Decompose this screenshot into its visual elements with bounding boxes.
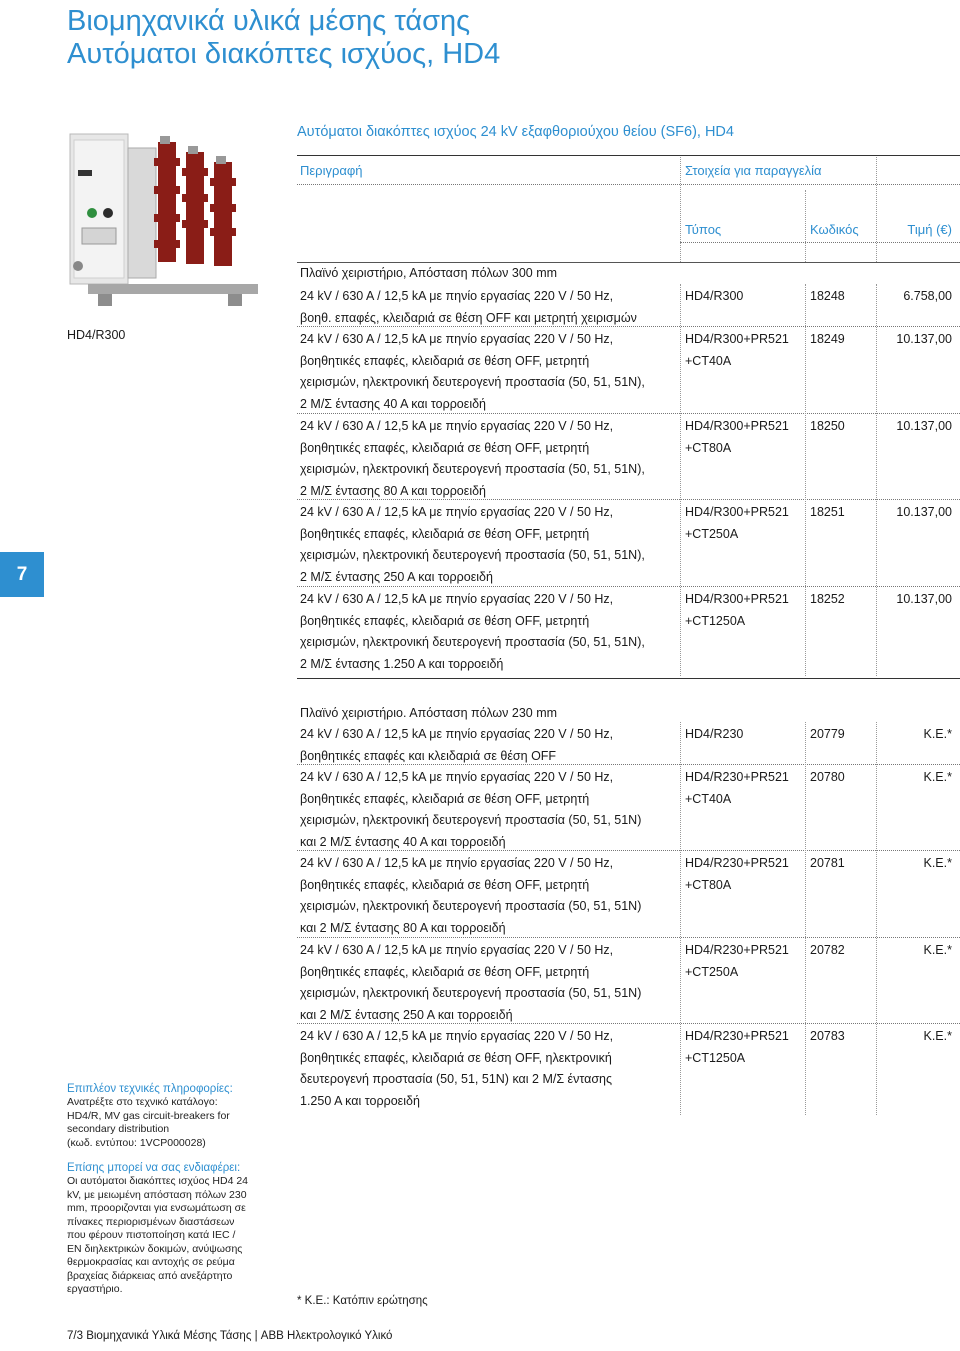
row-description (300, 329, 680, 415)
description-line: και 2 Μ/Σ έντασης 80 Α και τορροειδή (300, 920, 506, 935)
section-heading: Αυτόματοι διακόπτες ισχύος 24 kV εξαφθοριούχου θείου (SF6), HD4 (297, 124, 734, 140)
description-line: 2 Μ/Σ έντασης 1.250 Α και τορροειδή (300, 656, 504, 671)
row-description (300, 724, 680, 767)
row-description (300, 1026, 680, 1112)
description-line: 24 kV / 630 A / 12,5 kA με πηνίο εργασίας 220 V / 50 Hz, (300, 419, 614, 433)
page-number: 7/3 (67, 1330, 83, 1342)
row-price: Κ.Ε.* (923, 770, 952, 784)
description-line: βοηθητικές επαφές, κλειδαριά σε θέση OFF, μετρητή (300, 877, 590, 892)
product-label: HD4/R300 (67, 328, 126, 342)
col-divider (805, 284, 806, 676)
row-description (300, 286, 680, 329)
description-line: βοηθητικές επαφές και κλειδαριά σε θέση OFF (300, 748, 557, 763)
sidebar-line: EN διηλεκτρικών δοκιμών, ανύψωσης (67, 1242, 243, 1255)
row-code: 20781 (810, 856, 845, 870)
description-line: βοηθητικές επαφές, κλειδαριά σε θέση OFF, μετρητή (300, 526, 590, 541)
type-line: HD4/R230+PR521 (685, 1029, 789, 1043)
sidebar-line: Οι αυτόματοι διακόπτες ισχύος HD4 24 (67, 1175, 249, 1187)
description-line: 2 Μ/Σ έντασης 40 Α και τορροειδή (300, 396, 487, 411)
circuit-breaker-image (68, 128, 280, 308)
row-price: Κ.Ε.* (923, 943, 952, 957)
row-description (300, 502, 680, 588)
more-info-box (67, 1082, 282, 1150)
sidebar-line: kV, με μειωμένη απόσταση πόλων 230 (67, 1188, 247, 1201)
description-line: 24 kV / 630 A / 12,5 kA με πηνίο εργασίας 220 V / 50 Hz, (300, 592, 614, 606)
row-price: 10.137,00 (896, 592, 952, 606)
row-description (300, 589, 680, 675)
row-type (685, 724, 743, 746)
row-type (685, 589, 789, 632)
description-line: βοηθητικές επαφές, κλειδαριά σε θέση OFF, ηλεκτρονική (300, 1050, 612, 1065)
type-line: +CT250A (685, 526, 739, 541)
row-code: 20782 (810, 943, 845, 957)
row-divider (297, 1023, 960, 1024)
sidebar-line: HD4/R, MV gas circuit-breakers for (67, 1109, 230, 1122)
row-price: 10.137,00 (896, 332, 952, 346)
description-line: χειρισμών, ηλεκτρονική δευτερογενή προστασία (50, 51, 51N), (300, 635, 645, 649)
col-divider (805, 722, 806, 1115)
sidebar-line: βραχείας διάρκειας από ανεξάρτητο (67, 1269, 233, 1282)
footer-text: Βιομηχανικά Υλικά Μέσης Τάσης (86, 1330, 252, 1342)
row-description (300, 767, 680, 853)
row-price: Κ.Ε.* (923, 856, 952, 870)
col-divider (680, 284, 681, 676)
row-description (300, 416, 680, 502)
description-line: βοηθητικές επαφές, κλειδαριά σε θέση OFF, μετρητή (300, 353, 590, 368)
description-line: 24 kV / 630 A / 12,5 kA με πηνίο εργασίας 220 V / 50 Hz, (300, 856, 614, 870)
description-line: 24 kV / 630 A / 12,5 kA με πηνίο εργασίας 220 V / 50 Hz, (300, 727, 614, 741)
col-price-header: Τιμή (€) (907, 222, 952, 237)
row-divider (297, 937, 960, 938)
row-divider (297, 764, 960, 765)
col-code-header: Κωδικός (810, 222, 859, 237)
description-line: χειρισμών, ηλεκτρονική δευτερογενή προστασία (50, 51, 51N), (300, 375, 645, 389)
description-line: 24 kV / 630 A / 12,5 kA με πηνίο εργασίας 220 V / 50 Hz, (300, 289, 614, 303)
row-type (685, 286, 743, 308)
sidebar-line: (κωδ. εντύπου: 1VCP000028) (67, 1136, 206, 1149)
description-line: 24 kV / 630 A / 12,5 kA με πηνίο εργασίας 220 V / 50 Hz, (300, 770, 614, 784)
col-divider (876, 722, 877, 1115)
type-line: HD4/R300+PR521 (685, 505, 789, 519)
page-title: Βιομηχανικά υλικά μέσης τάσης (67, 5, 471, 37)
more-info-heading: Επιπλέον τεχνικές πληροφορίες: (67, 1083, 233, 1095)
type-line: HD4/R300+PR521 (685, 419, 789, 433)
sidebar-line: mm, προοριζονται για ενσωμάτωση σε (67, 1202, 246, 1214)
sidebar-line: πίνακες περιορισμένων διαστάσεων (67, 1215, 235, 1228)
col-type-header: Τύπος (685, 222, 722, 237)
type-line: +CT1250A (685, 1050, 746, 1065)
row-price: Κ.Ε.* (923, 1029, 952, 1043)
description-line: βοηθ. επαφές, κλειδαριά σε θέση OFF και μετρητή χειρισμών (300, 310, 637, 325)
description-line: 24 kV / 630 A / 12,5 kA με πηνίο εργασίας 220 V / 50 Hz, (300, 505, 614, 519)
row-description (300, 853, 680, 939)
row-divider (297, 499, 960, 500)
chapter-badge: 7 (0, 552, 44, 597)
type-line: HD4/R300+PR521 (685, 592, 789, 606)
description-line: χειρισμών, ηλεκτρονική δευτερογενή προστασία (50, 51, 51N) (300, 899, 642, 913)
col-divider (680, 157, 681, 262)
row-code: 18252 (810, 592, 845, 606)
row-price: 6.758,00 (903, 289, 952, 303)
description-line: βοηθητικές επαφές, κλειδαριά σε θέση OFF, μετρητή (300, 440, 590, 455)
col-description-header: Περιγραφή (300, 163, 363, 178)
col-ordering-header: Στοιχεία για παραγγελία (685, 163, 822, 178)
row-divider (297, 413, 960, 414)
row-code: 18250 (810, 419, 845, 433)
section-1-end-rule (297, 678, 960, 679)
page-subtitle: Αυτόματοι διακόπτες ισχύος, HD4 (67, 38, 501, 70)
description-line: χειρισμών, ηλεκτρονική δευτερογενή προστασία (50, 51, 51N), (300, 548, 645, 562)
type-line: +CT40A (685, 353, 732, 368)
row-divider (297, 850, 960, 851)
sidebar-line: Ανατρέξτε στο τεχνικό κατάλογο: (67, 1096, 218, 1108)
description-line: 24 kV / 630 A / 12,5 kA με πηνίο εργασίας 220 V / 50 Hz, (300, 332, 614, 346)
description-line: και 2 Μ/Σ έντασης 40 Α και τορροειδή (300, 834, 506, 849)
description-line: δευτερογενή προστασία (50, 51, 51N) και 2 Μ/Σ έντασης (300, 1072, 613, 1086)
description-line: 2 Μ/Σ έντασης 250 Α και τορροειδή (300, 569, 493, 584)
description-line: 2 Μ/Σ έντασης 80 Α και τορροειδή (300, 483, 487, 498)
row-type (685, 329, 789, 372)
col-divider (876, 284, 877, 676)
type-line: HD4/R300 (685, 289, 744, 303)
col-divider (805, 190, 806, 262)
sidebar-line: που φέρουν πιστοποίηση κατά IEC / (67, 1229, 236, 1241)
description-line: χειρισμών, ηλεκτρονική δευτερογενή προστασία (50, 51, 51N) (300, 986, 642, 1000)
type-line: HD4/R300+PR521 (685, 332, 789, 346)
description-line: χειρισμών, ηλεκτρονική δευτερογενή προστασία (50, 51, 51N) (300, 813, 642, 827)
footer-separator: | (254, 1330, 258, 1342)
row-type (685, 940, 789, 983)
row-type (685, 416, 789, 459)
row-code: 18251 (810, 505, 845, 519)
table-top-rule (297, 262, 960, 263)
description-line: χειρισμών, ηλεκτρονική δευτερογενή προστασία (50, 51, 51N), (300, 462, 645, 476)
sidebar-line: εργαστήριο. (67, 1283, 123, 1295)
header-divider (297, 184, 960, 185)
row-code: 20779 (810, 727, 845, 741)
type-line: +CT80A (685, 440, 732, 455)
description-line: βοηθητικές επαφές, κλειδαριά σε θέση OFF, μετρητή (300, 613, 590, 628)
row-type (685, 1026, 789, 1069)
header-rule (297, 155, 960, 156)
type-line: +CT40A (685, 791, 732, 806)
section-2-title: Πλαϊνό χειριστήριο. Απόσταση πόλων 230 mm (300, 706, 558, 720)
related-info-box (67, 1161, 282, 1297)
type-line: HD4/R230+PR521 (685, 770, 789, 784)
row-divider (297, 586, 960, 587)
type-line: HD4/R230 (685, 727, 744, 741)
row-code: 20780 (810, 770, 845, 784)
row-price: Κ.Ε.* (923, 727, 952, 741)
row-type (685, 767, 789, 810)
description-line: 24 kV / 630 A / 12,5 kA με πηνίο εργασίας 220 V / 50 Hz, (300, 943, 614, 957)
description-line: 24 kV / 630 A / 12,5 kA με πηνίο εργασίας 220 V / 50 Hz, (300, 1029, 614, 1043)
footnote: * Κ.Ε.: Κατόπιν ερώτησης (297, 1295, 428, 1307)
row-price: 10.137,00 (896, 419, 952, 433)
section-1-title: Πλαϊνό χειριστήριο, Απόσταση πόλων 300 mm (300, 266, 558, 280)
row-price: 10.137,00 (896, 505, 952, 519)
type-line: +CT80A (685, 877, 732, 892)
description-line: 1.250 Α και τορροειδή (300, 1093, 420, 1108)
row-code: 18248 (810, 289, 845, 303)
footer-brand: ABB Ηλεκτρολογικό Υλικό (260, 1330, 393, 1342)
type-line: +CT1250A (685, 613, 746, 628)
sidebar-line: secondary distribution (67, 1123, 170, 1135)
row-code: 20783 (810, 1029, 845, 1043)
type-line: HD4/R230+PR521 (685, 943, 789, 957)
description-line: και 2 Μ/Σ έντασης 250 Α και τορροειδή (300, 1007, 513, 1022)
type-line: +CT250A (685, 964, 739, 979)
page-footer (67, 1330, 392, 1342)
description-line: βοηθητικές επαφές, κλειδαριά σε θέση OFF, μετρητή (300, 964, 590, 979)
col-divider (680, 722, 681, 1115)
header-divider (680, 242, 960, 243)
row-type (685, 853, 789, 896)
type-line: HD4/R230+PR521 (685, 856, 789, 870)
related-info-heading: Επίσης μπορεί να σας ενδιαφέρει: (67, 1162, 241, 1174)
sidebar-line: θερμοκρασίας και αντοχής σε ρεύμα (67, 1256, 235, 1268)
description-line: βοηθητικές επαφές, κλειδαριά σε θέση OFF, μετρητή (300, 791, 590, 806)
row-divider (297, 326, 960, 327)
col-divider (876, 157, 877, 262)
row-description (300, 940, 680, 1026)
row-type (685, 502, 789, 545)
row-code: 18249 (810, 332, 845, 346)
